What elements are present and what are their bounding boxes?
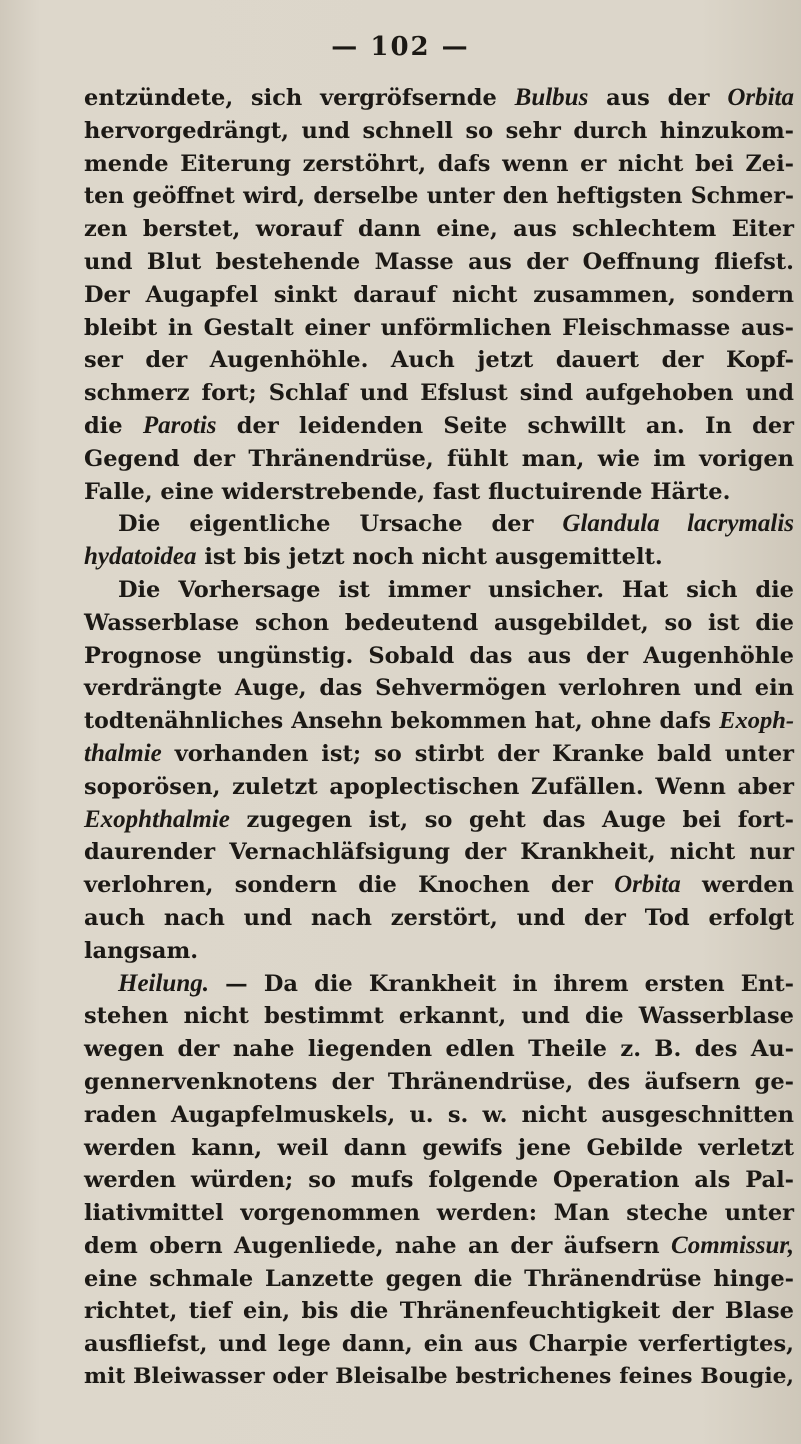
text-run: stehen nicht bestimmt erkannt, und die Wasserblase (84, 1003, 794, 1030)
body-text (84, 82, 794, 1394)
italic-term: Bulbus (514, 84, 589, 111)
text-line (84, 640, 794, 673)
text-line (84, 82, 794, 115)
text-run: liativmittel vorgenommen werden: Man steche unter (84, 1200, 794, 1227)
text-line (84, 541, 794, 574)
text-run: der leidenden Seite schwillt an. In der (216, 412, 794, 439)
italic-term: Exophthalmie (84, 805, 230, 833)
text-line (84, 1132, 794, 1165)
text-line (84, 1263, 794, 1296)
text-line (84, 344, 794, 377)
text-run: ist bis jetzt noch nicht ausgemittelt. (196, 544, 663, 571)
text-run: aus der (588, 85, 728, 111)
text-line (84, 574, 794, 607)
italic-term: thalmie (84, 739, 162, 767)
text-run: Die eigentliche Ursache der (118, 511, 563, 538)
text-run: Gegend der Thränendrüse, fühlt man, wie im vorigen (84, 445, 794, 472)
text-line (84, 148, 794, 181)
text-line (84, 1000, 794, 1033)
text-line (84, 935, 794, 968)
text-line (84, 1230, 794, 1263)
text-run: verlohren, sondern die Knochen der (84, 872, 615, 899)
text-line (84, 312, 794, 345)
text-line (84, 246, 794, 279)
text-run: wegen der nahe liegenden edlen Theile z. B. des Au- (84, 1036, 794, 1063)
text-run: Prognose ungünstig. Sobald das aus der Augenhöhle (84, 642, 794, 669)
text-run: auch nach und nach zerstört, und der Tod erfolgt (84, 904, 794, 931)
text-line (84, 1361, 794, 1394)
text-line (84, 672, 794, 705)
text-run: richtet, tief ein, bis die Thränenfeuchtigkeit der Blase (84, 1298, 794, 1325)
italic-term: Commissur, (671, 1231, 794, 1259)
text-run: vorhanden ist; so stirbt der Kranke bald unter (161, 740, 794, 767)
text-run: Die Vorhersage ist immer unsicher. Hat sich die (118, 576, 794, 603)
italic-term: Glandula lacrymalis (562, 510, 795, 538)
text-line (84, 902, 794, 935)
italic-term: Exoph- (719, 707, 794, 735)
text-line (84, 443, 794, 476)
text-run: eine schmale Lanzette gegen die Thränendrüse hinge- (84, 1265, 794, 1292)
text-run: Der Augapfel sinkt darauf nicht zusammen, sondern (84, 281, 794, 308)
text-line (84, 705, 794, 738)
text-run: mit Bleiwasser oder Bleisalbe bestrichenes feines Bougie, (84, 1364, 794, 1390)
text-run: gennervenknotens der Thränendrüse, des äufsern ge- (84, 1068, 794, 1095)
text-run: die (84, 412, 143, 439)
text-run: werden kann, weil dann gewifs jene Gebilde verletzt (84, 1134, 794, 1161)
text-line (84, 279, 794, 312)
text-line (84, 968, 794, 1001)
text-line (84, 1164, 794, 1197)
text-run: mende Eiterung zerstöhrt, dafs wenn er nicht bei Zei- (84, 150, 794, 177)
text-run: werden würden; so mufs folgende Operation als Pal- (84, 1167, 794, 1194)
text-line (84, 508, 794, 541)
text-line (84, 1066, 794, 1099)
italic-term: Parotis (142, 411, 217, 439)
text-line (84, 1328, 794, 1361)
text-run: ausfliefst, und lege dann, ein aus Charpie verfertigtes, (84, 1331, 794, 1358)
text-run: — Da die Krankheit in ihrem ersten Ent- (209, 970, 794, 997)
text-line (84, 377, 794, 410)
text-run: soporösen, zuletzt apoplectischen Zufällen. Wenn aber (84, 773, 794, 800)
text-line (84, 607, 794, 640)
text-line (84, 869, 794, 902)
text-run: daurender Vernachläfsigung der Krankheit, nicht nur (84, 839, 794, 866)
text-run: schmerz fort; Schlaf und Efslust sind aufgehoben und (84, 380, 794, 407)
text-run: Wasserblase schon bedeutend ausgebildet, so ist die (84, 609, 794, 636)
text-run: hervorgedrängt, und schnell so sehr durch hinzukom- (84, 117, 794, 144)
italic-term: hydatoidea (84, 543, 197, 571)
text-line (84, 180, 794, 213)
text-line (84, 1033, 794, 1066)
text-run: bleibt in Gestalt einer unförmlichen Fleischmasse aus- (84, 314, 794, 341)
text-line (84, 1197, 794, 1230)
text-run: zen berstet, worauf dann eine, aus schlechtem Eiter (84, 216, 794, 243)
italic-term: Orbita (727, 84, 794, 111)
text-line (84, 115, 794, 148)
text-run: zugegen ist, so geht das Auge bei fort- (229, 806, 794, 833)
text-line (84, 1295, 794, 1328)
italic-term: Heilung. (118, 969, 209, 997)
text-line (84, 771, 794, 804)
page-number-header: — 102 — (331, 32, 470, 62)
text-run: ser der Augenhöhle. Auch jetzt dauert der Kopf- (84, 347, 794, 374)
text-line (84, 738, 794, 771)
italic-term: Orbita (614, 871, 681, 899)
text-run: langsam. (84, 937, 199, 964)
text-run: werden (680, 872, 794, 899)
text-run: todtenähnliches Ansehn bekommen hat, ohne dafs (84, 708, 720, 735)
text-line (84, 1099, 794, 1132)
text-line (84, 804, 794, 837)
text-run: Falle, eine widerstrebende, fast fluctuirende Härte. (84, 478, 731, 505)
text-run: und Blut bestehende Masse aus der Oeffnung fliefst. (84, 248, 794, 275)
text-run: entzündete, sich vergröfsernde (84, 85, 515, 111)
text-line (84, 410, 794, 443)
text-run: raden Augapfelmuskels, u. s. w. nicht ausgeschnitten (84, 1101, 794, 1128)
text-run: verdrängte Auge, das Sehvermögen verlohren und ein (84, 675, 794, 702)
text-run: dem obern Augenliede, nahe an der äufsern (84, 1232, 672, 1259)
text-line (84, 476, 794, 509)
text-run: ten geöffnet wird, derselbe unter den heftigsten Schmer- (84, 183, 794, 210)
text-line (84, 836, 794, 869)
text-line (84, 213, 794, 246)
